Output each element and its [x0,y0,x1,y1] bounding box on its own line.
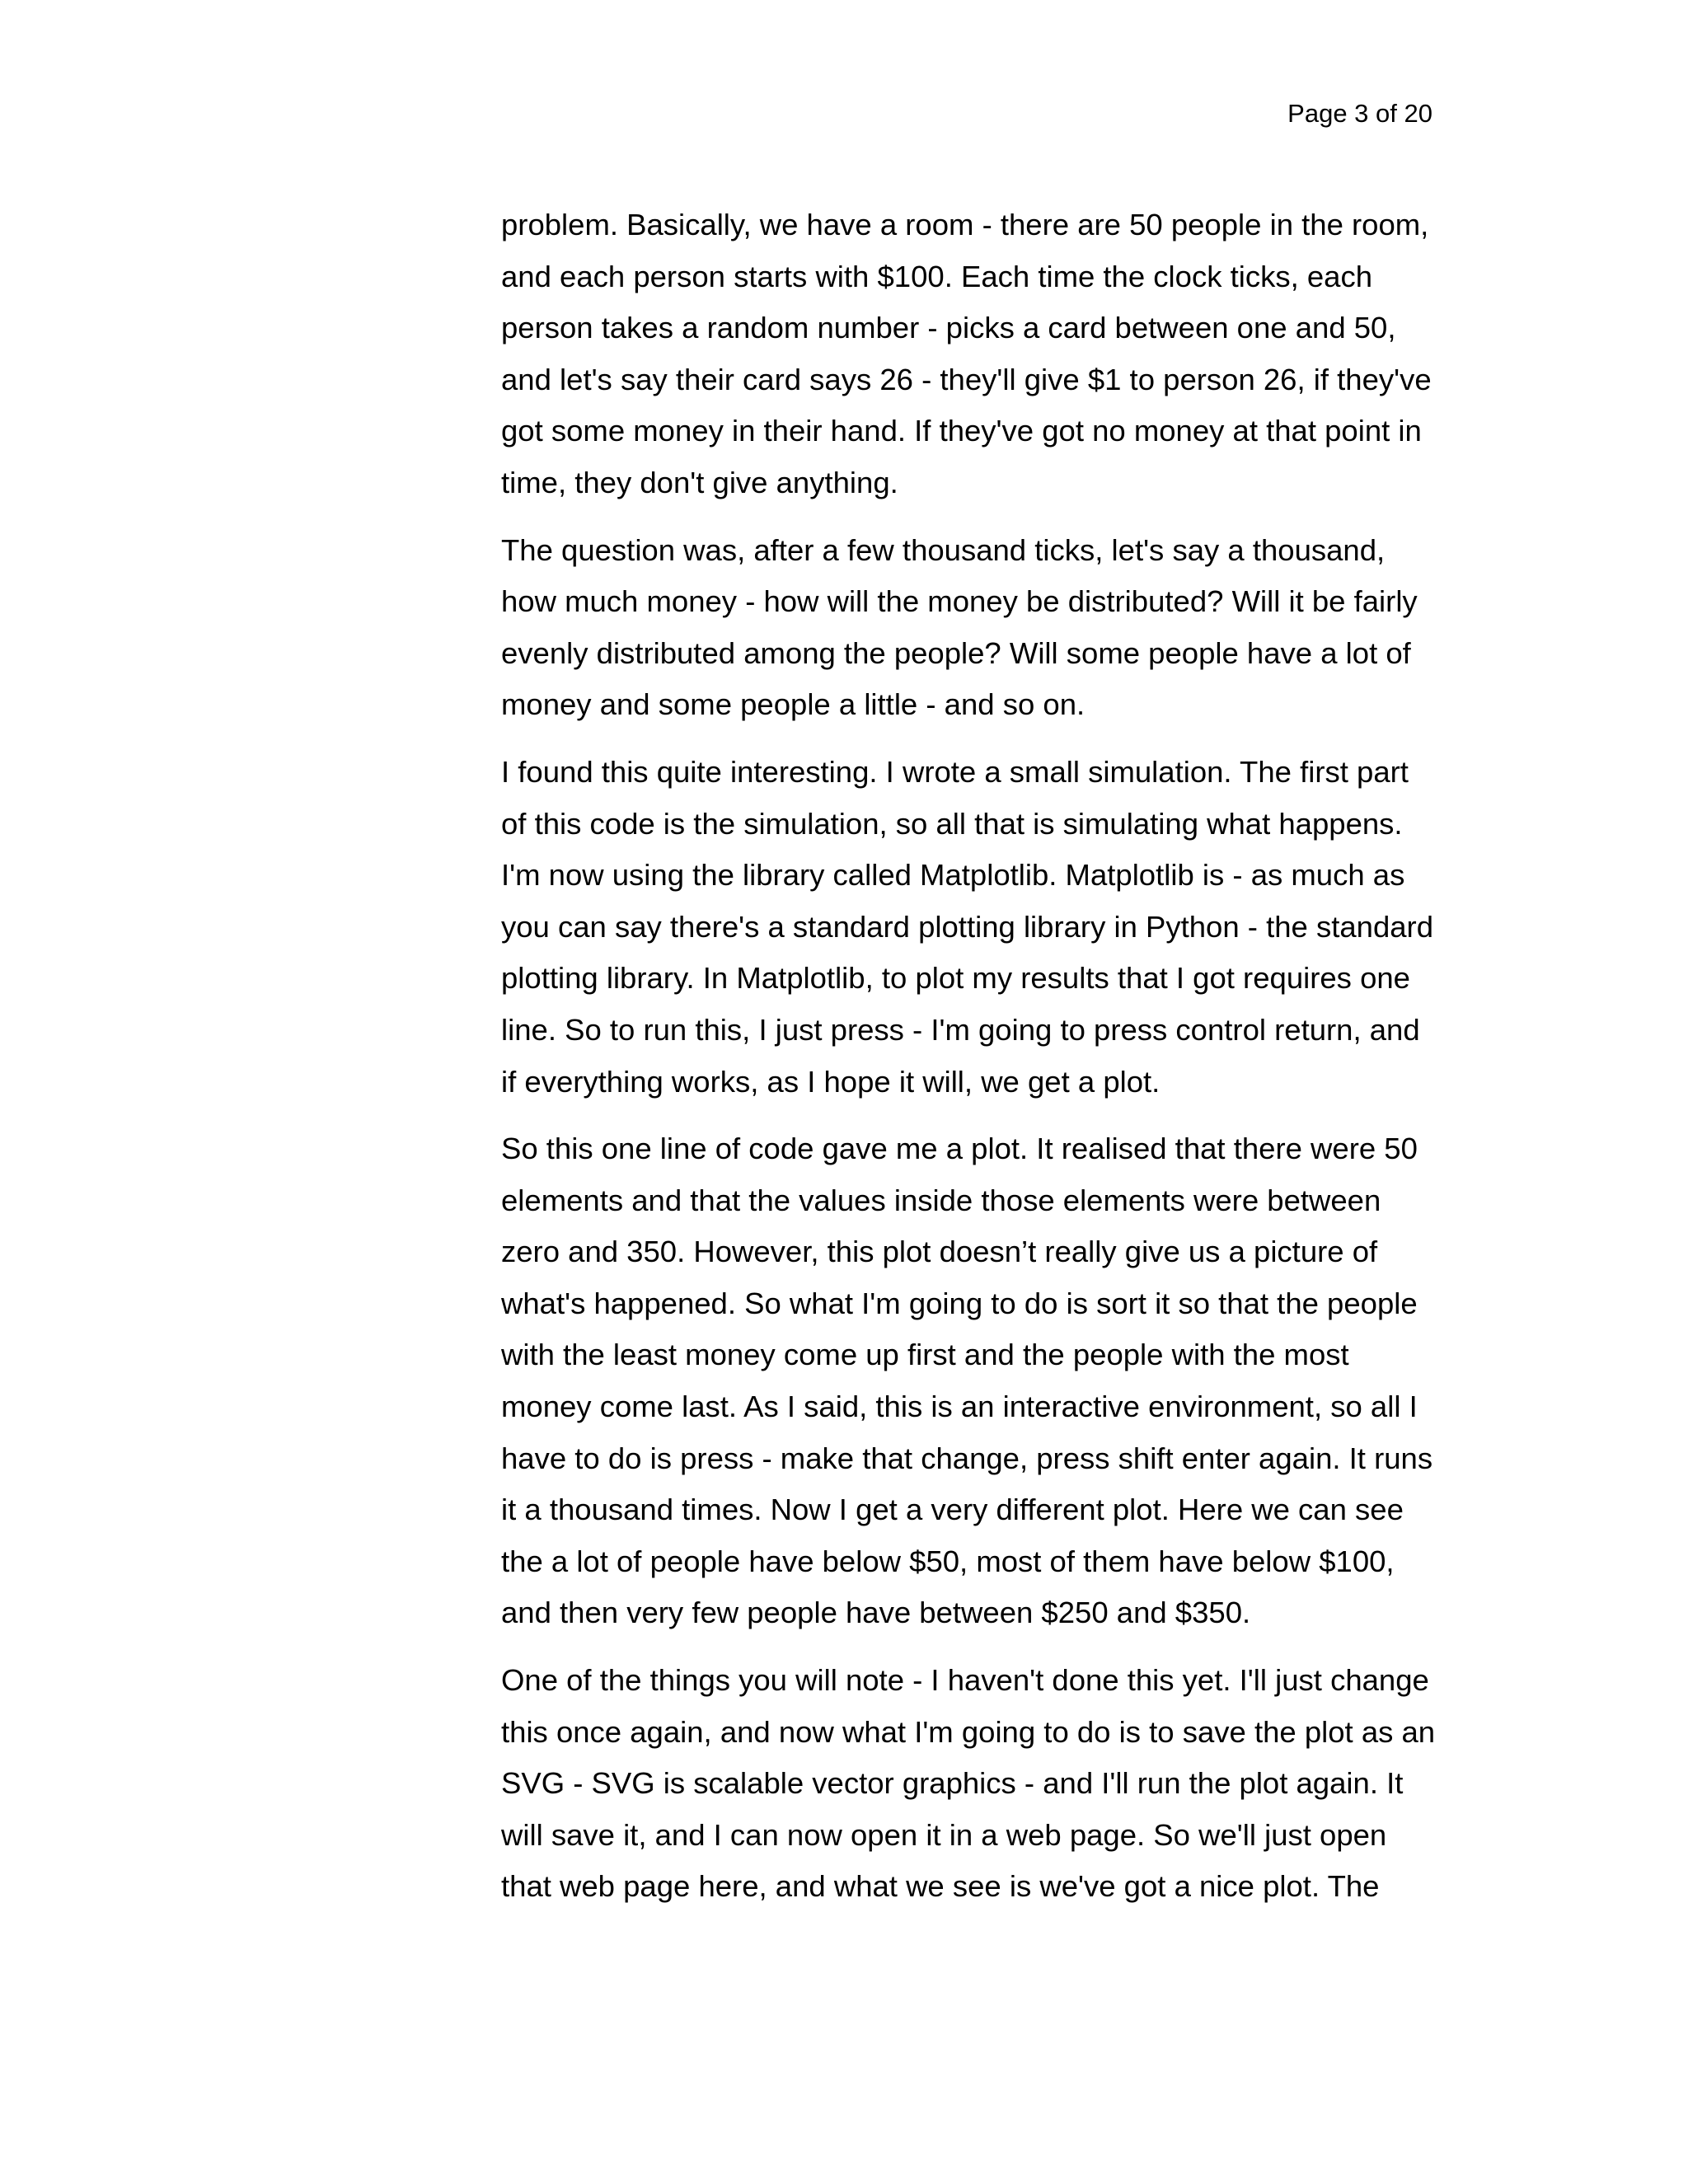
text-line: person takes a random number - picks a card between one and 50, [501,311,1396,345]
text-line: money come last. As I said, this is an interactive environment, so all I [501,1390,1418,1424]
text-line: you can say there's a standard plotting library in Python - the standard [501,909,1434,944]
text-line: and each person starts with $100. Each time the clock ticks, each [501,259,1373,293]
text-line: that web page here, and what we see is we've got a nice plot. The [501,1869,1380,1904]
text-line: the a lot of people have below $50, most of them have below $100, [501,1544,1395,1578]
paragraph-3 [501,747,1439,1108]
text-line: So this one line of code gave me a plot. It realised that there were 50 [501,1132,1418,1166]
text-line: will save it, and I can now open it in a web page. So we'll just open [501,1817,1387,1852]
text-line: money and some people a little - and so on. [501,687,1085,722]
text-line: have to do is press - make that change, press shift enter again. It runs [501,1441,1433,1475]
text-line: line. So to run this, I just press - I'm going to press control return, and [501,1012,1420,1047]
text-line: The question was, after a few thousand ticks, let's say a thousand, [501,532,1386,567]
text-line: evenly distributed among the people? Will some people have a lot of [501,635,1411,670]
page-number: Page 3 of 20 [1287,99,1432,128]
body-text [501,199,1439,1929]
text-line: what's happened. So what I'm going to do is sort it so that the people [501,1286,1418,1320]
text-line: if everything works, as I hope it will, we get a plot. [501,1064,1160,1099]
text-line: it a thousand times. Now I get a very different plot. Here we can see [501,1493,1404,1527]
text-line: this once again, and now what I'm going to do is to save the plot as an [501,1714,1436,1749]
text-line: time, they don't give anything. [501,465,898,499]
text-line: how much money - how will the money be distributed? Will it be fairly [501,584,1418,619]
text-line: got some money in their hand. If they've got no money at that point in [501,414,1422,448]
text-line: plotting library. In Matplotlib, to plot my results that I got requires one [501,961,1410,996]
text-line: I'm now using the library called Matplotlib. Matplotlib is - as much as [501,858,1405,893]
text-line: with the least money come up first and the people with the most [501,1338,1349,1372]
text-line: zero and 350. However, this plot doesn’t really give us a picture of [501,1235,1378,1269]
text-line: problem. Basically, we have a room - there are 50 people in the room, [501,208,1429,241]
text-line: and let's say their card says 26 - they'll give $1 to person 26, if they've [501,362,1432,396]
paragraph-4 [501,1123,1439,1639]
text-line: I found this quite interesting. I wrote a small simulation. The first part [501,754,1409,789]
text-line: elements and that the values inside those elements were between [501,1183,1381,1217]
text-line: of this code is the simulation, so all that is simulating what happens. [501,806,1403,841]
paragraph-5 [501,1655,1439,1913]
paragraph-1 [501,199,1439,509]
paragraph-2 [501,525,1439,731]
text-line: SVG - SVG is scalable vector graphics - and I'll run the plot again. It [501,1766,1404,1801]
text-line: One of the things you will note - I haven't done this yet. I'll just change [501,1663,1429,1698]
text-line: and then very few people have between $250 and $350. [501,1596,1251,1630]
